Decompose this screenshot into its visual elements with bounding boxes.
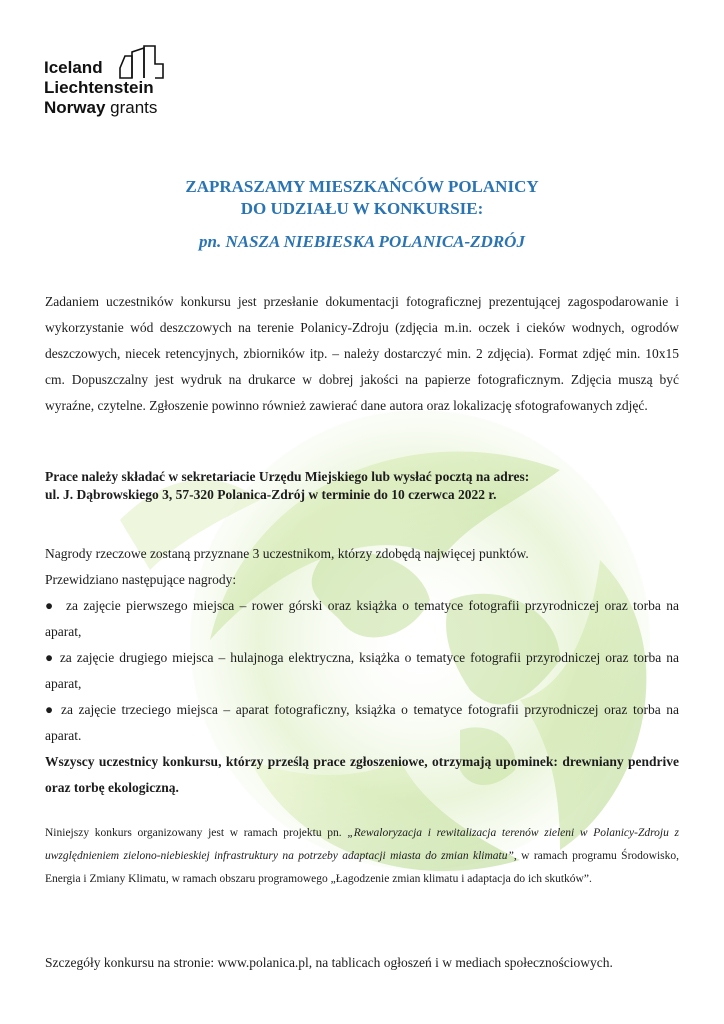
logo-grants: grants	[110, 98, 158, 117]
competition-name: pn. NASZA NIEBIESKA POLANICA-ZDRÓJ	[199, 232, 525, 251]
prize-item-3-text: za zajęcie trzeciego miejsca – aparat fotograficzny, książka o tematyce fotografii przyrodniczej oraz torba na aparat.	[45, 702, 680, 743]
bullet-icon: ●	[45, 650, 55, 665]
prizes-section	[45, 541, 679, 801]
title-line-2: DO UDZIAŁU W KONKURSIE:	[240, 199, 484, 218]
bullet-icon: ●	[45, 598, 56, 613]
footnote-project-name: „Rewaloryzacja i rewitalizacja terenów zieleni w Polanicy-Zdroju z uwzględnieniem zielono-niebieskiej infrastruktury na potrzeby adaptacji miasta do zmian klimatu”,	[45, 827, 680, 862]
prizes-heading: Przewidziano następujące nagrody:	[45, 572, 237, 587]
logo-norway: Norway	[44, 98, 106, 117]
footnote-prefix: Niniejszy konkurs organizowany jest w ramach projektu pn.	[45, 827, 342, 839]
logo-line-iceland: Iceland	[44, 58, 103, 77]
all-participants-note: Wszyscy uczestnicy konkursu, którzy prześlą prace zgłoszeniowe, otrzymają upominek: drewniany pendrive oraz torbę ekologiczną.	[45, 754, 679, 795]
prize-item-1	[45, 593, 679, 645]
eea-grants-logo	[44, 44, 184, 130]
footnote-program-area: „Łagodzenie zmian klimatu i adaptacja do ich skutków”.	[330, 873, 592, 885]
prize-item-3	[45, 697, 679, 749]
footnote-program: w ramach programu Środowisko, Energia i Zmiany Klimatu, w ramach obszaru programowego	[45, 850, 680, 885]
intro-paragraph: Zadaniem uczestników konkursu jest przesłanie dokumentacji fotograficznej prezentującej zagospodarowanie i wykorzystanie wód deszczowych na terenie Polanicy-Zdroju (zdjęcia m.in. oczek i cieków wodnych, ogrodów deszczowych, niecek retencyjnych, zbiorników itp. – należy dostarczyć min. 2 zdjęcia). Format zdjęć min. 10x15 cm. Dopuszczalny jest wydruk na drukarce w dobrej jakości na papierze fotograficznym. Zdjęcia muszą być wyraźne, czytelne. Zgłoszenie powinno również zawierać dane autora oraz lokalizację sfotografowanych zdjęć.	[45, 294, 679, 413]
bullet-icon: ●	[45, 702, 56, 717]
logo-mark-icon	[117, 44, 167, 82]
address-line-1: Prace należy składać w sekretariacie Urzędu Miejskiego lub wysłać pocztą na adres:	[45, 469, 530, 484]
prizes-intro: Nagrody rzeczowe zostaną przyznane 3 uczestnikom, którzy zdobędą najwięcej punktów.	[45, 546, 529, 561]
prize-item-2-text: za zajęcie drugiego miejsca – hulajnoga elektryczna, książka o tematyce fotografii przyrodniczej oraz torba na aparat,	[45, 650, 680, 691]
address-line-2: ul. J. Dąbrowskiego 3, 57-320 Polanica-Zdrój w terminie do 10 czerwca 2022 r.	[45, 487, 497, 502]
logo-line-norway	[44, 98, 157, 118]
title-block	[0, 176, 724, 252]
title-line-1: ZAPRASZAMY MIESZKAŃCÓW POLANICY	[185, 177, 539, 196]
submission-address	[45, 468, 679, 504]
logo-line-liechtenstein: Liechtenstein	[44, 78, 154, 97]
prize-item-2	[45, 645, 679, 697]
prize-item-1-text: za zajęcie pierwszego miejsca – rower górski oraz książka o tematyce fotografii przyrodniczej oraz torba na aparat,	[45, 598, 680, 639]
details-line: Szczegóły konkursu na stronie: www.polanica.pl, na tablicach ogłoszeń i w mediach społecznościowych.	[45, 955, 613, 970]
project-footnote	[45, 822, 679, 891]
